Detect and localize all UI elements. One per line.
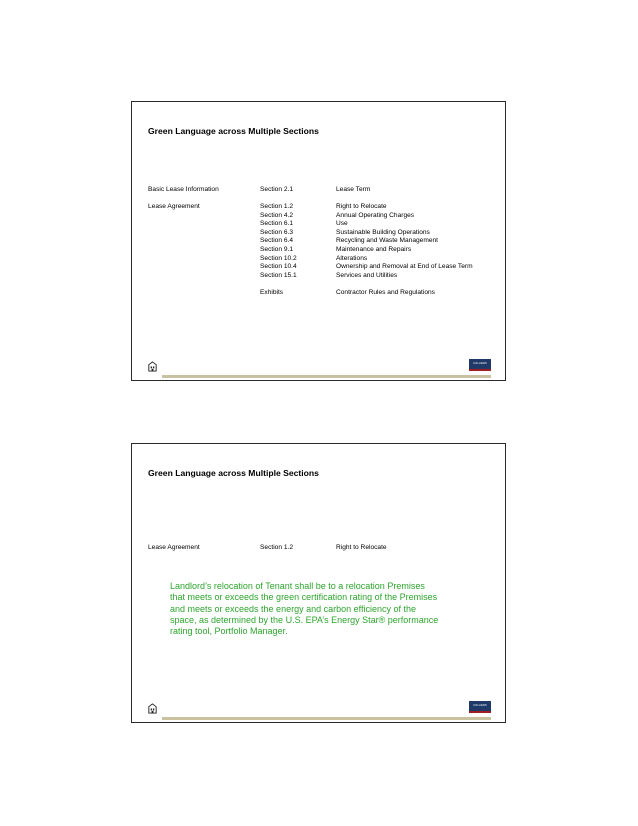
logo-text: COLLIERS xyxy=(473,704,487,707)
quote-line: rating tool, Portfolio Manager. xyxy=(170,626,288,637)
subject-item: Ownership and Removal at End of Lease Term xyxy=(336,263,473,271)
section-item: Section 1.2 xyxy=(260,203,293,210)
slide-1-subjects-list xyxy=(336,203,473,298)
building-logo-icon xyxy=(147,703,158,714)
section-item: Section 10.4 xyxy=(260,263,297,271)
section-item: Section 6.4 xyxy=(260,237,293,245)
logo-text: COLLIERS xyxy=(473,362,487,365)
subject-item: Contractor Rules and Regulations xyxy=(336,288,435,296)
slide-1-row-group-basic: Basic Lease Information xyxy=(148,186,219,193)
quote-line: that meets or exceeds the green certification rating of the Premises xyxy=(170,592,438,603)
slide-1-title: Green Language across Multiple Sections xyxy=(148,126,319,136)
slide-2-row-section: Section 1.2 xyxy=(260,544,293,551)
section-item: Section 4.2 xyxy=(260,211,293,219)
subject-item: Use xyxy=(336,220,348,228)
subject-item: Services and Utilities xyxy=(336,271,398,279)
section-item: Section 9.1 xyxy=(260,245,293,253)
slide-1-row-section-2-1: Section 2.1 xyxy=(260,186,293,193)
subject-item: Sustainable Building Operations xyxy=(336,228,430,236)
section-item: Section 10.2 xyxy=(260,254,297,262)
subject-item: Recycling and Waste Management xyxy=(336,237,439,245)
colliers-logo xyxy=(469,359,491,371)
slide-2-row-subject: Right to Relocate xyxy=(336,544,387,551)
footer-bar xyxy=(162,717,491,720)
slide-1-group-lease-agreement: Lease Agreement xyxy=(148,203,200,210)
section-item: Section 6.3 xyxy=(260,228,293,236)
slide-1-row-subject-lease-term: Lease Term xyxy=(336,186,371,193)
subject-item: Alterations xyxy=(336,254,368,262)
subject-item: Annual Operating Charges xyxy=(336,211,415,219)
section-item: Section 6.1 xyxy=(260,220,293,228)
subject-item: Right to Relocate xyxy=(336,203,387,210)
building-logo-icon xyxy=(147,361,158,372)
quote-line: space, as determined by the U.S. EPA’s Energy Star® performance xyxy=(170,614,439,625)
quote-line: and meets or exceeds the energy and carbon efficiency of the xyxy=(170,603,416,614)
slide-1 xyxy=(131,101,506,381)
slide-1-sections-list xyxy=(260,203,297,298)
footer-bar xyxy=(162,375,491,378)
slide-2-title: Green Language across Multiple Sections xyxy=(148,468,319,478)
section-item: Section 15.1 xyxy=(260,271,297,279)
relocation-clause-quote xyxy=(170,581,470,637)
quote-line: Landlord’s relocation of Tenant shall be to a relocation Premises xyxy=(170,581,425,591)
slide-2-row-group: Lease Agreement xyxy=(148,544,200,551)
subject-item: Maintenance and Repairs xyxy=(336,245,412,253)
slide-2 xyxy=(131,443,506,723)
section-item: Exhibits xyxy=(260,288,284,296)
colliers-logo xyxy=(469,701,491,713)
